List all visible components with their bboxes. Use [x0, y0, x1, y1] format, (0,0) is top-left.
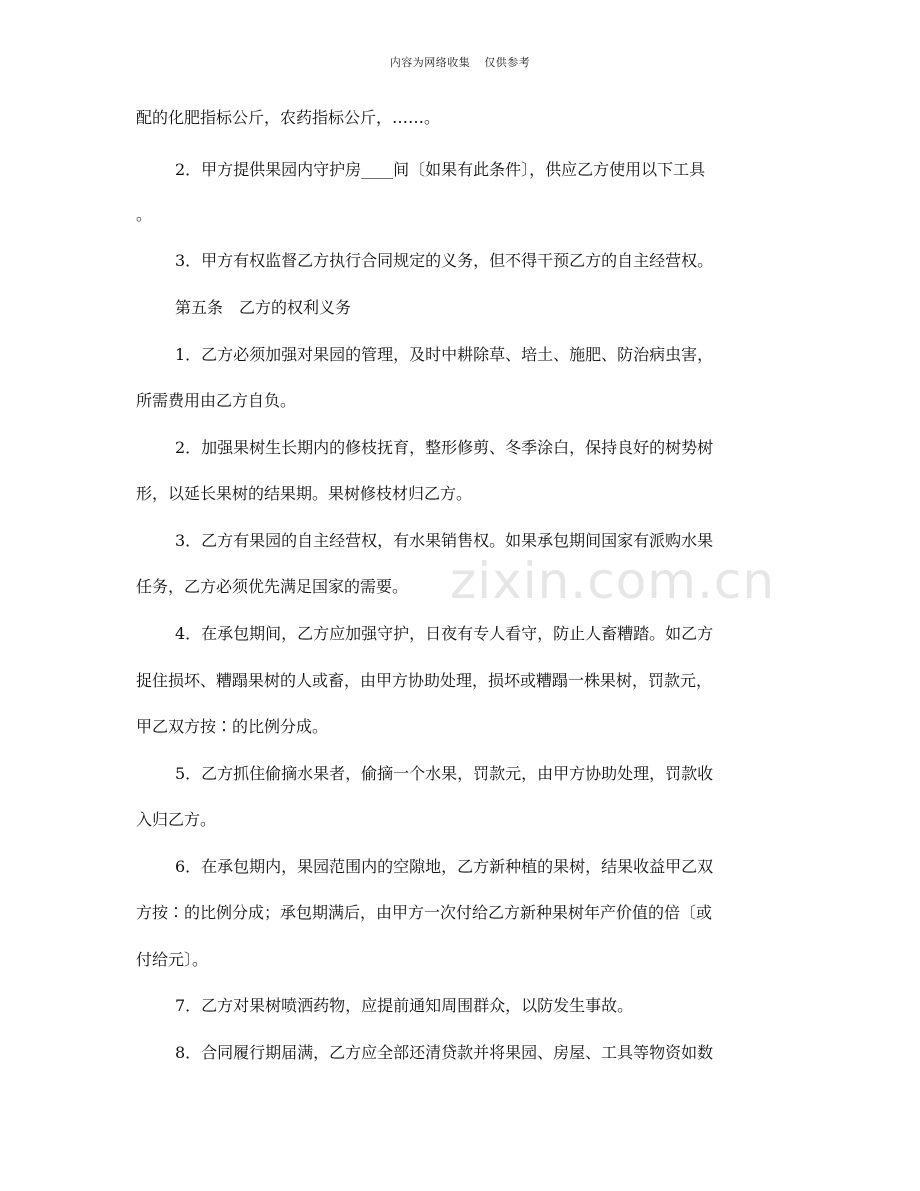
text-line: 8．合同履行期届满，乙方应全部还清贷款并将果园、房屋、工具等物资如数 — [175, 1043, 714, 1062]
page-header — [0, 54, 920, 70]
text-line: 入归乙方。 — [136, 810, 217, 829]
section-heading: 第五条 乙方的权利义务 — [175, 298, 352, 317]
text-line: 。 — [136, 205, 153, 224]
watermark: zixin.com.cn — [450, 552, 776, 610]
header-text-right: 仅供参考 — [484, 56, 531, 69]
text-line: 甲乙双方按∶的比例分成。 — [136, 717, 329, 736]
text-line: 1．乙方必须加强对果园的管理，及时中耕除草、培土、施肥、防治病虫害， — [175, 345, 714, 364]
header-text-left: 内容为网络收集 — [389, 56, 471, 69]
text-line: 任务，乙方必须优先满足国家的需要。 — [136, 577, 409, 596]
text-line: 7．乙方对果树喷洒药物，应提前通知周围群众，以防发生事故。 — [175, 996, 634, 1015]
text-line: 所需费用由乙方自负。 — [136, 391, 297, 410]
text-line: 配的化肥指标公斤，农药指标公斤，……。 — [136, 108, 441, 127]
text-line: 2．加强果树生长期内的修枝抚育，整形修剪、冬季涂白，保持良好的树势树 — [175, 438, 714, 457]
text-line: 形，以延长果树的结果期。果树修枝材归乙方。 — [136, 484, 473, 503]
text-line: 付给元〕。 — [136, 950, 209, 969]
text-line: 2．甲方提供果园内守护房____间〔如果有此条件〕，供应乙方使用以下工具 — [175, 160, 706, 179]
text-line: 方按∶的比例分成；承包期满后，由甲方一次付给乙方新种果树年产价值的倍〔或 — [136, 903, 713, 922]
text-line: 4．在承包期间，乙方应加强守护，日夜有专人看守，防止人畜糟踏。如乙方 — [175, 624, 714, 643]
text-line: 3．乙方有果园的自主经营权，有水果销售权。如果承包期间国家有派购水果 — [175, 531, 714, 550]
text-line: 3．甲方有权监督乙方执行合同规定的义务，但不得干预乙方的自主经营权。 — [175, 251, 714, 270]
text-line: 6．在承包期内，果园范围内的空隙地，乙方新种植的果树，结果收益甲乙双 — [175, 857, 714, 876]
text-line: 捉住损坏、糟蹋果树的人或畜，由甲方协助处理，损坏或糟蹋一株果树，罚款元， — [136, 671, 713, 690]
text-line: 5．乙方抓住偷摘水果者，偷摘一个水果，罚款元，由甲方协助处理，罚款收 — [175, 764, 714, 783]
